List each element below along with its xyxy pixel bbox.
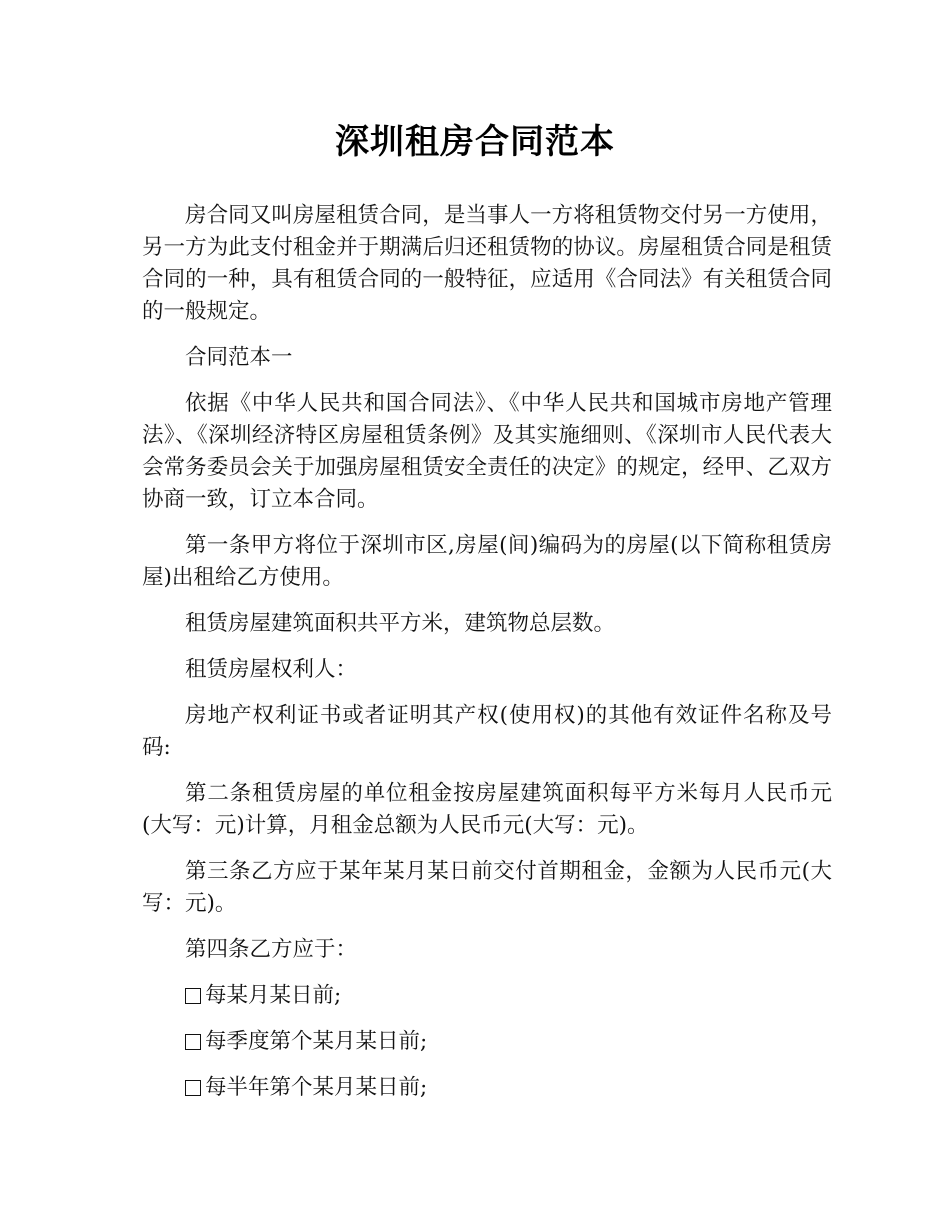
certificate-paragraph: 房地产权利证书或者证明其产权(使用权)的其他有效证件名称及号码:: [142, 703, 832, 760]
article-1-paragraph: 第一条甲方将位于深圳市区,房屋(间)编码为的房屋(以下简称租赁房屋)出租给乙方使用。: [142, 533, 832, 590]
article-4-paragraph: 第四条乙方应于：: [185, 937, 358, 962]
document-title: 深圳租房合同范本: [335, 122, 615, 162]
section-heading: 合同范本一: [185, 345, 293, 370]
intro-paragraph: 房合同又叫房屋租赁合同，是当事人一方将租赁物交付另一方使用，另一方为此支付租金并于期满后归还租赁物的协议。房屋租赁合同是租赁合同的一种，具有租赁合同的一般特征，应适用《合同法》有关租赁合同的一般规定。: [142, 203, 832, 324]
checkbox-icon: [185, 1080, 201, 1096]
document-body: [142, 200, 832, 1118]
payment-option: [142, 1026, 832, 1058]
payment-option: [142, 980, 832, 1012]
area-paragraph: 租赁房屋建筑面积共平方米，建筑物总层数。: [185, 611, 616, 636]
payment-option-label: 每季度第个某月某日前;: [205, 1029, 428, 1054]
basis-paragraph: 依据《中华人民共和国合同法》、《中华人民共和国城市房地产管理法》、《深圳经济特区房屋租赁条例》及其实施细则、《深圳市人民代表大会常务委员会关于加强房屋租赁安全责任的决定》的规定，经甲、乙双方协商一致，订立本合同。: [142, 391, 832, 512]
owner-paragraph: 租赁房屋权利人：: [185, 657, 358, 682]
checkbox-icon: [185, 988, 201, 1004]
checkbox-icon: [185, 1034, 201, 1050]
article-2-paragraph: 第二条租赁房屋的单位租金按房屋建筑面积每平方米每月人民币元(大写：元)计算，月租金总额为人民币元(大写：元)。: [142, 781, 832, 838]
payment-option-label: 每半年第个某月某日前;: [205, 1075, 428, 1100]
payment-option-label: 每某月某日前;: [205, 983, 342, 1008]
payment-option: [142, 1072, 832, 1104]
article-3-paragraph: 第三条乙方应于某年某月某日前交付首期租金，金额为人民币元(大写：元)。: [142, 859, 832, 916]
